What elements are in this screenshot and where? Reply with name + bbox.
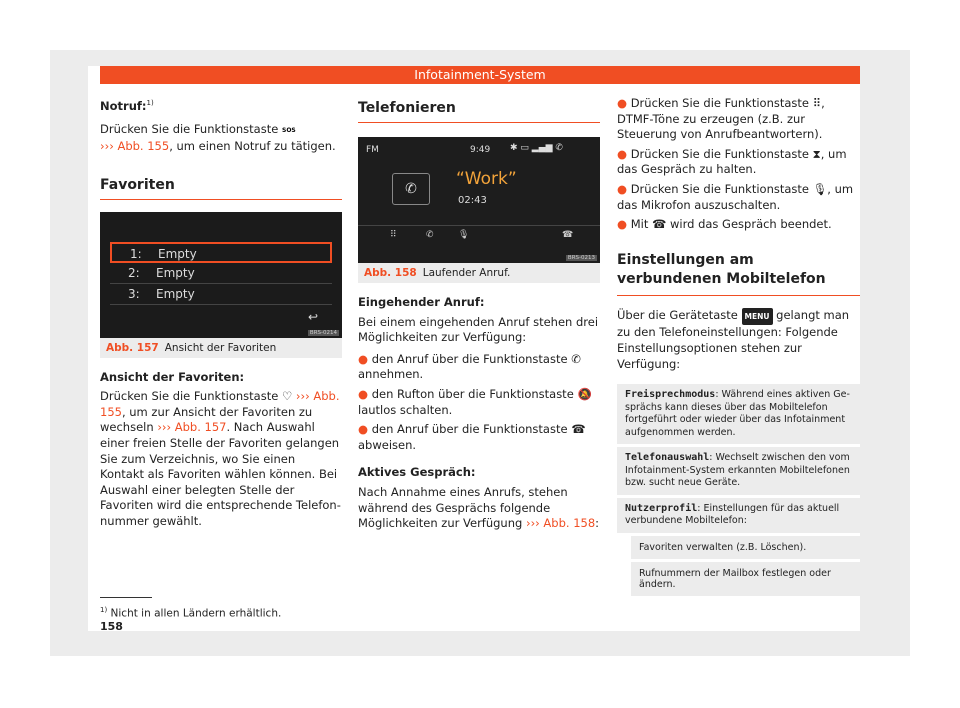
status-icons: ✱ ▭ ▂▄▆ ✆ (510, 143, 563, 153)
heading-favoriten: Favoriten (100, 177, 342, 200)
accept-call-icon: ✆ (571, 351, 581, 366)
ref-arrow: ››› (295, 389, 310, 404)
ansicht-title: Ansicht der Favoriten: (100, 369, 245, 384)
call-duration: 02:43 (458, 195, 487, 206)
footnote-divider (100, 597, 152, 598)
figure-caption-157: Abb. 157 Ansicht der Favoriten (100, 338, 342, 358)
heart-icon: ♡ (281, 389, 293, 404)
notruf-title: Notruf: (100, 98, 147, 113)
ref-link-abb155[interactable]: Abb. 155 (100, 389, 340, 419)
bullet-abweisen: ● den Anruf über die Funktionstaste ☎ abweisen. (358, 422, 586, 452)
fav-slot-1: 1: Empty (110, 242, 332, 263)
column-left: Notruf:$^{1)}$ Drücken Sie die Funktionstaste SOS ››› Abb. 155, um einen Notruf zu tätigen. Favoriten 1: Empty 2: Empty 3: Empty ↩ BRS-0214 Abb. 157 Ansicht der Favoriten Ansicht der Favoriten: Drücken Sie die Funktionstaste ♡ ››› Abb. 155, um zur Ansicht der Favoriten zu wechseln ››› Abb. 157. Nach Auswahl einer freien Stelle der Favoriten gelangen Sie zum Verzeichnis, wo Sie einen Kontakt als Favoriten wählen können. Bei Auswahl einer belegten Stelle der Favoriten wird die entsprechende Telefonnummer gewählt. (100, 98, 341, 528)
suboption-favoriten: Favoriten verwalten (z.B. Löschen). (631, 536, 860, 559)
figure-favoriten-screen (100, 212, 342, 338)
call-softkeys (358, 225, 600, 245)
keypad-icon: ⠿ (812, 96, 822, 110)
heading-telefonieren: Telefonieren (358, 100, 600, 123)
bullet-halten: ● Drücken Sie die Funktionstaste ⧗, um das Gespräch zu halten. (617, 146, 847, 177)
page-number: 158 (100, 620, 123, 633)
reject-call-icon: ☎ (571, 422, 586, 437)
ref-arrow: ››› (157, 420, 172, 435)
svg-text:SOS: SOS (281, 127, 296, 135)
bullet-dtmf: ● Drücken Sie die Funktionstaste ⠿, DTMF-Töne zu erzeugen (z.B. zur Steuerung von Anrufbeantwortern). (617, 96, 825, 142)
footnote: $^{1)}$ Nicht in allen Ländern erhältlich. (100, 606, 282, 620)
heading-einstellungen: Einstellungen am verbundenen Mobiltelefon (617, 251, 860, 296)
ref-arrow: ››› (525, 516, 540, 531)
source-label: FM (366, 145, 379, 155)
column-right: ● Drücken Sie die Funktionstaste ⠿, DTMF-Töne zu erzeugen (z.B. zur Steuerung von Anrufbeantwortern). ● Drücken Sie die Funktionstaste ⧗, um das Gespräch zu halten. ● Drücken Sie die Funktionstaste 🎙, um das Mikrofon auszuschalten. ● Mit ☎ wird das Gespräch beendet. Einstellungen am verbundenen Mobiltelefon Über die Gerätetaste MENU gelangt man zu den Telefoneinstellungen: Folgende Einstellungsoptionen stehen zur Verfügung: Freisprechmodus: Während eines aktiven Gesprächs kann dieses über das Mobiltelefon fortgeführt oder wieder über das Infotainment aufgenommen werden. Telefonauswahl: Wechselt zwischen den vom Infotainment-System erkannten Mobiltelefonen bzw. sucht neue Geräte. Nutzerprofil: Einstellungen für das aktuell verbundene Mobiltelefon: Favoriten verwalten (z.B. Löschen). Rufnummern der Mailbox festlegen oder ändern. (617, 96, 860, 599)
ref-link-abb155[interactable]: Abb. 155 (117, 139, 170, 154)
ref-link-abb158[interactable]: Abb. 158 (543, 516, 596, 531)
bullet-lautlos: ● den Rufton über die Funktionstaste 🔕 lautlos schalten. (358, 386, 592, 417)
hangup-icon: ☎ (652, 217, 667, 232)
hourglass-icon: ⧗ (812, 146, 821, 161)
hold-icon: ✆ (426, 230, 434, 240)
figure-ref-code: BRS-0213 (567, 255, 595, 261)
call-active-icon: ✆ (392, 173, 430, 205)
silence-bell-icon: 🔕 (577, 386, 592, 401)
column-middle: Telefonieren FM 9:49 ✱ ▭ ▂▄▆ ✆ ✆ “Work” 02:43 ⠿ ✆ 🎙 ☎ BRS-0213 Abb. 158 Laufender Anruf. Eingehender Anruf: Bei einem eingehenden Anruf stehen drei Möglichkeiten zur Verfügung: ● den Anruf über die Funktionstaste ✆ annehmen. ● den Rufton über die Funktionstaste 🔕 lautlos schalten. ● den Anruf über die Funktionstaste ☎ abweisen. Aktives Gespräch: Nach Annahme eines Anrufs, stehen während des Gesprächs folgende Möglichkeiten zur Verfügung ››› Abb. 158: (358, 100, 600, 531)
fav-slot-3: 3: Empty (110, 284, 332, 305)
back-icon: ↩ (307, 309, 318, 324)
aktiv-title: Aktives Gespräch: (358, 465, 476, 480)
option-freisprechmodus: Freisprechmodus: Während eines aktiven Gesprächs kann dieses über das Mobiltelefon fortgeführt oder wieder über das Infotainment aufgenommen werden. (617, 384, 860, 444)
caller-name: “Work” (456, 169, 517, 189)
clock: 9:49 (470, 145, 491, 155)
options-list (617, 384, 860, 596)
keypad-icon: ⠿ (390, 230, 397, 240)
eingehend-title: Eingehender Anruf: (358, 295, 485, 309)
suboption-mailbox: Rufnummern der Mailbox festlegen oder ändern. (631, 562, 860, 596)
ref-link-abb157[interactable]: Abb. 157 (174, 420, 227, 435)
mute-mic-icon: 🎙 (458, 230, 470, 240)
hangup-icon: ☎ (562, 230, 574, 240)
option-telefonauswahl: Telefonauswahl: Wechselt zwischen den vom Infotainment-System erkannten Mobiltelefonen bzw. sucht neue Geräte. (617, 447, 860, 495)
option-nutzerprofil: Nutzerprofil: Einstellungen für das aktuell verbundene Mobiltelefon: (617, 498, 860, 533)
bullet-annehmen: ● den Anruf über die Funktionstaste ✆ annehmen. (358, 351, 581, 382)
section-header: Infotainment-System (100, 66, 860, 84)
bullet-beenden: ● Mit ☎ wird das Gespräch beendet. (617, 217, 832, 232)
figure-ref-code: BRS-0214 (309, 329, 337, 336)
ref-arrow: ››› (100, 139, 114, 154)
menu-key-icon: MENU (742, 308, 773, 326)
bullet-mikrofon: ● Drücken Sie die Funktionstaste 🎙, um das Mikrofon auszuschalten. (617, 181, 854, 212)
figure-call-screen (358, 137, 600, 263)
sos-icon (282, 123, 294, 139)
fav-slot-2: 2: Empty (110, 263, 332, 284)
mute-mic-icon: 🎙 (812, 181, 828, 196)
figure-caption-158: Abb. 158 Laufender Anruf. (358, 263, 600, 283)
footnote-ref: 1) (146, 99, 154, 107)
